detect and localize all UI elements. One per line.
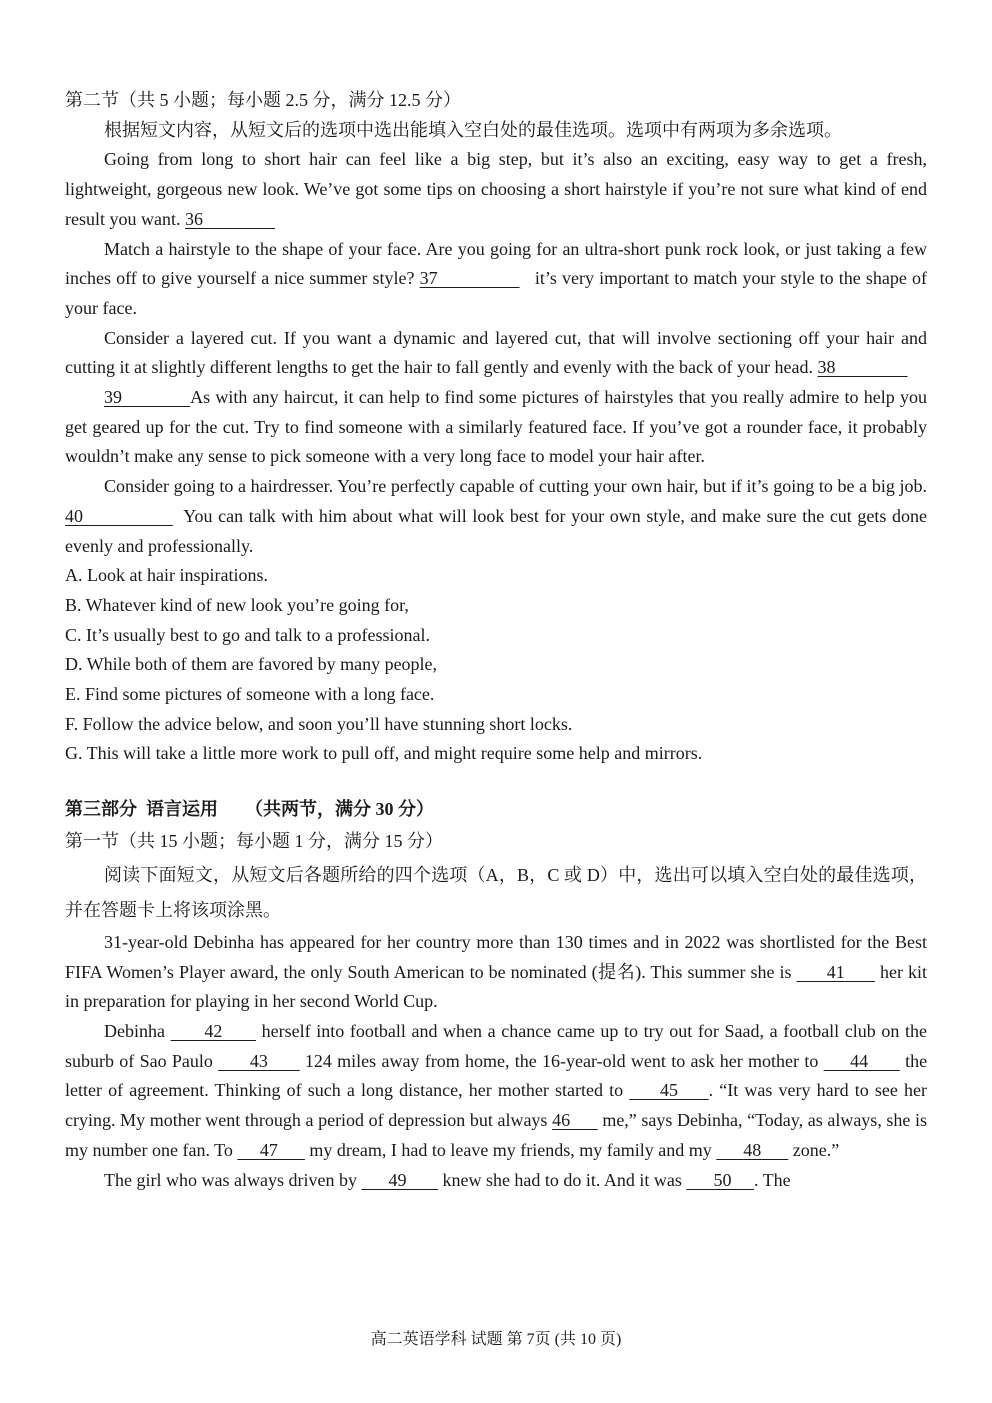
blank-49: 49 xyxy=(388,1169,407,1190)
option-d: D. While both of them are favored by many people, xyxy=(65,654,438,675)
blank-45: 45 xyxy=(659,1080,678,1101)
passage-paragraph: Consider a layered cut. If you want a dynamic and layered cut, that will involve sectioning off your hair and cutting it at slightly different lengths to get the hair to fall gently and evenly with the back of your head. 38 xyxy=(65,327,927,378)
option-e: E. Find some pictures of someone with a long face. xyxy=(65,684,435,705)
blank-36: 36 xyxy=(184,208,203,229)
blank-44: 44 xyxy=(850,1050,869,1071)
option-c: C. It’s usually best to go and talk to a professional. xyxy=(65,624,430,645)
blank-48: 48 xyxy=(743,1139,762,1160)
option-b: B. Whatever kind of new look you’re going for, xyxy=(65,594,409,615)
passage-paragraph: Match a hairstyle to the shape of your face. Are you going for an ultra-short punk rock look, or just taking a few inches off to give yourself a nice summer style? 37 it’s very important to match your style to the shape of your face. xyxy=(65,238,928,318)
page-footer: 高二英语学科 试题 第 7页 (共 10 页) xyxy=(370,1331,622,1348)
passage-paragraph: The girl who was always driven by 49 knew she had to do it. And it was 50 . The xyxy=(104,1169,791,1190)
blank-39: 39 xyxy=(104,387,122,408)
passage-paragraph: Debinha 42 herself into football and when a chance came up to try out for Saad, a football club on the suburb of Sao Paulo 43 124 miles away from home, the 16-year-old went to ask her mother to 44 the letter of agreement. Thinking of such a long distance, her mother started to 45 . “It was very hard to see her crying. My mother went through a period of depression but always 46 me,” says Debinha, “Today, as always, she is my number one fan. To 47 my dream, I had to leave my friends, my family and my 48 zone.” xyxy=(65,1020,928,1160)
option-a: A. Look at hair inspirations. xyxy=(65,565,268,586)
passage-paragraph: Going from long to short hair can feel like a big step, but it’s also an exciting, easy way to get a fresh, lightweight, gorgeous new look. We’ve got some tips on choosing a short hairstyle if you’re not sure what kind of end result you want. 36 xyxy=(65,149,927,229)
exam-page xyxy=(65,86,927,1195)
passage-paragraph: 31-year-old Debinha has appeared for her country more than 130 times and in 2022 was shortlisted for the Best FIFA Women’s Player award, the only South American to be nominated (提名). This summer she is 41 her kit in preparation for playing in her second World Cup. xyxy=(65,931,927,1012)
blank-43: 43 xyxy=(249,1050,268,1071)
blank-46: 46 xyxy=(552,1110,571,1131)
blank-37: 37 xyxy=(419,268,438,289)
option-g: G. This will take a little more work to pull off, and might require some help and mirrors. xyxy=(65,743,703,764)
section-instruction: 阅读下面短文，从短文后各题所给的四个选项（A，B，C 或 D）中，选出可以填入空白处的最佳选项，并在答题卡上将该项涂黑。 xyxy=(65,864,927,920)
section-header: 第二节（共 5 小题；每小题 2.5 分，满分 12.5 分） xyxy=(65,90,461,110)
options-list xyxy=(65,561,927,769)
section-header: 第一节（共 15 小题；每小题 1 分，满分 15 分） xyxy=(65,830,443,851)
blank-47: 47 xyxy=(259,1139,278,1160)
blank-42: 42 xyxy=(204,1020,223,1041)
blank-38: 38 xyxy=(817,357,836,378)
blank-40: 40 xyxy=(65,505,83,526)
option-f: F. Follow the advice below, and soon you’ll have stunning short locks. xyxy=(65,713,573,734)
section-instruction: 根据短文内容，从短文后的选项中选出能填入空白处的最佳选项。选项中有两项为多余选项。 xyxy=(104,119,842,140)
blank-41: 41 xyxy=(826,961,845,982)
part-header: 第三部分 语言运用 （共两节，满分 30 分） xyxy=(65,799,434,820)
passage-paragraph: Consider going to a hairdresser. You’re perfectly capable of cutting your own hair, but if it’s going to be a big job. 40 You can talk with him about what will look best for your own style, and make sure the cut gets done evenly and professionally. xyxy=(65,476,928,556)
passage-paragraph: 39 As with any haircut, it can help to find some pictures of hairstyles that you really admire to help you get geared up for the cut. Try to find someone with a similarly featured face. If you’ve got a rounder face, it probably wouldn’t make any sense to pick someone with a very long face to model your hair after. xyxy=(65,387,928,467)
blank-50: 50 xyxy=(713,1169,732,1190)
